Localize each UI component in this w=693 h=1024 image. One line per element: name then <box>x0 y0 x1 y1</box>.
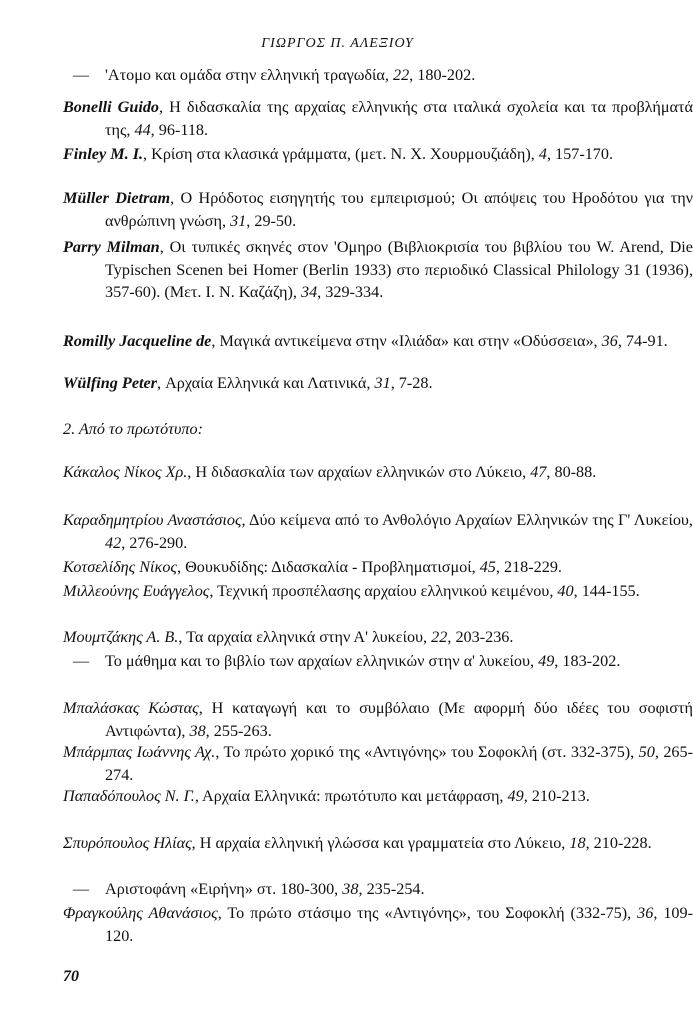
bibliography-entry <box>63 330 693 353</box>
entry-title: , Η καταγωγή και το συμβόλαιο (Με αφορμή δύο ιδέες του σοφιστή Αντιφώντα), <box>105 699 693 740</box>
entry-volume: 18 <box>569 834 586 852</box>
entry-title: , Αρχαία Ελληνικά: πρωτότυπο και μετάφραση, <box>194 787 508 805</box>
entry-title: 'Ατομο και ομάδα στην ελληνική τραγωδία, <box>105 66 393 84</box>
entry-title: , Ο Ηρόδοτος εισηγητής του εμπειρισμού; Οι απόψεις του Ηροδότου για την ανθρώπινη γνώση, <box>105 189 693 230</box>
entry-author: Finley M. I. <box>63 145 144 163</box>
bibliography-entry <box>63 785 693 808</box>
bibliography-entry <box>63 697 693 742</box>
entry-pages: , 29-50. <box>246 211 297 230</box>
entry-title: , Η διδασκαλία των αρχαίων ελληνικών στο Λύκειο, <box>187 463 531 481</box>
entry-volume: 36 <box>601 332 618 350</box>
entry-author: Φραγκούλης Αθανάσιος <box>63 904 218 922</box>
entry-volume: 47 <box>530 463 547 481</box>
entry-volume: 22 <box>392 66 410 84</box>
entry-volume: 44 <box>134 120 151 139</box>
bibliography-entry <box>63 556 693 579</box>
bibliography-entry <box>63 64 693 87</box>
entry-author: Παπαδόπουλος Ν. Γ. <box>63 787 195 805</box>
bibliography-entry <box>63 626 693 649</box>
entry-volume: 38 <box>342 880 359 898</box>
entry-volume: 45 <box>479 558 496 576</box>
section-heading: 2. Από το πρωτότυπο: <box>63 420 203 438</box>
entry-pages: , 276-290. <box>121 533 188 552</box>
repeat-author-dash: — <box>72 880 90 898</box>
entry-pages: , 218-229. <box>495 558 562 576</box>
entry-pages: , 180-202. <box>409 66 476 84</box>
entry-title: , Θουκυδίδης: Διδασκαλία - Προβληματισμοί, <box>176 558 480 576</box>
bibliography-entry <box>63 96 693 141</box>
bibliography-entry <box>63 650 693 673</box>
entry-title: , Η διδασκαλία της αρχαίας ελληνικής στα ιταλικά σχολεία και τα προβλήματά της, <box>105 98 693 139</box>
page-number: 70 <box>63 968 79 985</box>
entry-volume: 31 <box>374 374 391 392</box>
entry-title: , Το πρώτο χορικό της «Αντιγόνης» του Σοφοκλή (στ. 332-375), <box>215 743 639 761</box>
entry-title: , Τεχνική προσπέλασης αρχαίου ελληνικού κειμένου, <box>209 582 558 600</box>
entry-volume: 42 <box>105 533 122 552</box>
bibliography-entry <box>63 143 693 166</box>
entry-author: Μπάρμπας Ιωάννης Αχ. <box>63 743 216 761</box>
entry-pages: , 96-118. <box>150 120 209 139</box>
entry-volume: 49 <box>538 652 555 670</box>
entry-title: , Η αρχαία ελληνική γλώσσα και γραμματεία στο Λύκειο, <box>191 834 570 852</box>
entry-title: Αριστοφάνη «Ειρήνη» στ. 180-300, <box>105 880 343 898</box>
entry-title: , Δύο κείμενα από το Ανθολόγιο Αρχαίων Ελληνικών της Γ' Λυκείου, <box>241 511 693 529</box>
entry-title: , Μαγικά αντικείμενα στην «Ιλιάδα» και στην «Οδύσσεια», <box>211 332 602 350</box>
entry-author: Κάκαλος Νίκος Χρ. <box>63 463 188 481</box>
entry-author: Μουμτζάκης Α. Β. <box>63 628 179 646</box>
entry-author: Wülfing Peter <box>63 374 157 392</box>
entry-pages: , 203-236. <box>447 628 514 646</box>
repeat-author-dash: — <box>72 652 90 670</box>
entry-title: , Τα αρχαία ελληνικά στην Α' λυκείου, <box>178 628 432 646</box>
entry-pages: , 210-228. <box>585 834 652 852</box>
bibliography-entry <box>63 902 693 947</box>
bibliography-entry <box>63 187 693 232</box>
entry-author: Bonelli Guido <box>63 98 160 116</box>
bibliography-entry <box>63 878 693 901</box>
entry-volume: 34 <box>300 283 318 301</box>
bibliography-entry <box>63 509 693 554</box>
entry-volume: 49 <box>507 787 524 805</box>
repeat-author-dash: — <box>72 66 90 84</box>
entry-pages: , 265-274. <box>105 743 693 784</box>
entry-pages: , 80-88. <box>546 463 597 481</box>
entry-pages: , 7-28. <box>390 374 433 392</box>
entry-pages: , 74-91. <box>617 332 668 350</box>
entry-title: , Κρίση στα κλασικά γράμματα, (μετ. Ν. Χ. Χουρμουζιάδη), <box>143 145 539 163</box>
entry-volume: 38 <box>189 721 206 740</box>
entry-author: Müller Dietram <box>63 189 171 207</box>
bibliography-entry <box>63 580 693 603</box>
entry-pages: , 157-170. <box>546 145 614 163</box>
entry-volume: 31 <box>230 211 247 230</box>
entry-volume: 36 <box>637 904 654 922</box>
entry-volume: 40 <box>557 582 574 600</box>
bibliography-entry <box>63 741 693 786</box>
bibliography-entry <box>63 461 693 484</box>
bibliography-entry <box>63 832 693 855</box>
bibliography-entry <box>63 236 693 304</box>
entry-author: Κοτσελίδης Νίκος <box>63 558 177 576</box>
entry-volume: 22 <box>431 628 448 646</box>
entry-title: , Οι τυπικές σκηνές στον 'Ομηρο (Βιβλιοκρισία του βιβλίου του W. Arend, Die Typischen Scenen bei Homer (Berlin 1933) στο περιοδικό Classical Philology 31 (1936), 357-60). (Μετ. Ι. Ν. Καζάζη), <box>105 238 693 301</box>
entry-title: , Αρχαία Ελληνικά και Λατινικά, <box>156 374 375 392</box>
bibliography-entry <box>63 372 693 395</box>
entry-title: , Το πρώτο στάσιμο της «Αντιγόνης», του Σοφοκλή (332-75), <box>217 904 638 922</box>
entry-volume: 4 <box>538 145 547 163</box>
entry-title: Το μάθημα και το βιβλίο των αρχαίων ελληνικών στην α' λυκείου, <box>105 652 539 670</box>
entry-author: Romilly Jacqueline de <box>63 332 212 350</box>
entry-pages: , 329-334. <box>317 283 384 301</box>
entry-author: Σπυρόπουλος Ηλίας <box>63 834 192 852</box>
entry-pages: , 235-254. <box>358 880 425 898</box>
entry-author: Parry Milman <box>63 238 160 256</box>
entry-author: Καραδημητρίου Αναστάσιος <box>63 511 242 529</box>
running-header: ΓΙΩΡΓΟΣ Π. ΑΛΕΞΙΟΥ <box>261 36 414 51</box>
entry-pages: , 210-213. <box>523 787 590 805</box>
entry-volume: 50 <box>638 743 655 761</box>
entry-pages: , 255-263. <box>205 721 272 740</box>
entry-pages: , 109-120. <box>105 904 693 945</box>
entry-pages: , 144-155. <box>573 582 640 600</box>
entry-author: Μιλλεούνης Ευάγγελος <box>63 582 210 600</box>
entry-author: Μπαλάσκας Κώστας <box>63 699 199 717</box>
entry-pages: , 183-202. <box>554 652 621 670</box>
